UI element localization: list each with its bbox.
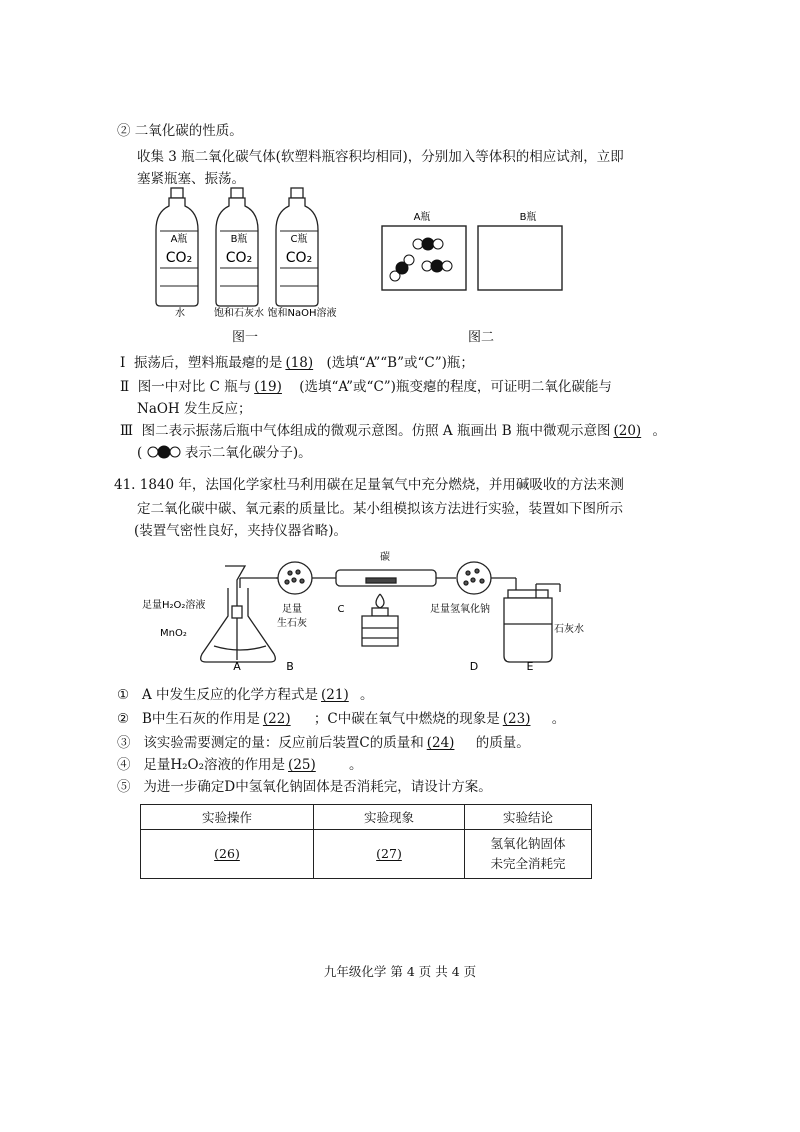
table-row: [141, 830, 592, 879]
bottle-b-label: B瓶: [230, 234, 248, 245]
label-e: E: [526, 660, 534, 673]
item-24: ③ 该实验需要测定的量：反应前后装置C的质量和 (24) 的质量。: [117, 735, 530, 751]
blank-18[interactable]: (18): [285, 355, 314, 371]
table-header: 实验操作: [141, 805, 314, 830]
q-num: Ⅰ: [120, 355, 126, 371]
co2-molecule-icon: [147, 445, 181, 459]
label-limewater: 石灰水: [554, 624, 584, 635]
blank-24[interactable]: (24): [426, 735, 455, 751]
label-a: A: [233, 660, 241, 673]
page-footer: 九年级化学 第 4 页 共 4 页: [323, 964, 477, 979]
question-18: Ⅰ 振荡后，塑料瓶最瘪的是 (18) (选填“A”“B”或“C”)瓶；: [120, 355, 474, 371]
item-22-23: ② B中生石灰的作用是 (22) ；C中碳在氧气中燃烧的现象是 (23) 。: [117, 711, 566, 727]
bottle-c-reagent: 饱和NaOH溶液: [267, 308, 337, 319]
blank-27[interactable]: (27): [376, 846, 402, 861]
q-num: Ⅱ: [120, 379, 130, 395]
table-header: 实验结论: [465, 805, 592, 830]
label-h2o2: 足量H₂O₂溶液: [142, 600, 206, 611]
q-num: Ⅲ: [120, 423, 134, 439]
bottle-c-gas: CO₂: [285, 250, 313, 266]
label-quicklime-2: 生石灰: [277, 618, 307, 629]
q41-line3: (装置气密性良好，夹持仪器省略)。: [134, 523, 348, 539]
figure-2-caption: 图二: [468, 330, 495, 345]
item-25: ④ 足量H₂O₂溶液的作用是 (25) 。: [117, 757, 363, 773]
question-19: Ⅱ 图一中对比 C 瓶与 (19) (选填“A”或“C”)瓶变瘪的程度，可证明二氧化碳能与: [120, 379, 612, 395]
blank-25[interactable]: (25): [288, 757, 316, 773]
bottle-b: [214, 188, 264, 319]
box-b: [478, 226, 562, 290]
bottle-a-gas: CO₂: [165, 250, 193, 266]
box-a-label: A瓶: [413, 212, 431, 223]
label-d: D: [469, 660, 479, 673]
figure-1-caption: 图一: [232, 330, 259, 345]
part2-heading: ② 二氧化碳的性质。: [117, 123, 243, 139]
bottle-a-reagent: 水: [175, 308, 185, 319]
apparatus-e-bottle: [504, 584, 560, 662]
apparatus-diagram: [140, 548, 590, 676]
item-21: ① A 中发生反应的化学方程式是 (21) 。: [117, 687, 374, 703]
apparatus-b-drying-tube: [276, 562, 336, 594]
table-conclusion: 氢氧化钠固体 未完全消耗完: [465, 830, 592, 879]
co2-molecule-1: [413, 238, 443, 250]
blank-22[interactable]: (22): [262, 711, 291, 727]
figure-1-bottles: [150, 186, 350, 320]
question-19-cont: NaOH 发生反应；: [137, 401, 252, 417]
co2-molecule-3: [422, 260, 452, 272]
figure-2-micro: [380, 208, 590, 294]
part2-intro-line1: 收集 3 瓶二氧化碳气体(软塑料瓶容积均相同)，分别加入等体积的相应试剂，立即: [137, 149, 624, 165]
table-header: 实验现象: [314, 805, 465, 830]
bottle-b-reagent: 饱和石灰水: [214, 308, 264, 319]
q41-line1: 41. 1840 年，法国化学家杜马利用碳在足量氧气中充分燃烧，并用碱吸收的方法来测: [114, 477, 624, 493]
item-5: ⑤ 为进一步确定D中氢氧化钠固体是否消耗完，请设计方案。: [117, 779, 492, 795]
apparatus-a-flask: [201, 566, 278, 662]
question-20: Ⅲ 图二表示振荡后瓶中气体组成的微观示意图。仿照 A 瓶画出 B 瓶中微观示意图 (20) 。: [120, 423, 666, 439]
blank-20[interactable]: (20): [613, 423, 642, 439]
label-quicklime-1: 足量: [282, 604, 302, 615]
bottle-b-gas: CO₂: [225, 250, 253, 266]
label-carbon: 碳: [380, 552, 390, 563]
bottle-c-label: C瓶: [290, 234, 308, 245]
experiment-table: [140, 804, 592, 879]
q41-line2: 定二氧化碳中碳、氧元素的质量比。某小组模拟该方法进行实验，装置如下图所示: [137, 501, 623, 517]
label-naoh: 足量氢氧化钠: [430, 604, 490, 615]
bottle-a-label: A瓶: [170, 234, 188, 245]
bottle-c: [268, 188, 337, 319]
table-header-row: [141, 805, 592, 830]
blank-21[interactable]: (21): [321, 687, 349, 703]
blank-23[interactable]: (23): [502, 711, 531, 727]
label-b: B: [286, 660, 294, 673]
box-b-label: B瓶: [519, 212, 537, 223]
bottle-a: [156, 188, 198, 319]
blank-19[interactable]: (19): [254, 379, 282, 395]
question-20-cont: ( 表示二氧化碳分子)。: [137, 445, 312, 461]
blank-26[interactable]: (26): [214, 846, 240, 861]
part2-intro-line2: 塞紧瓶塞、振荡。: [137, 171, 245, 187]
label-c: C: [337, 604, 345, 615]
label-mno2: MnO₂: [160, 628, 187, 639]
